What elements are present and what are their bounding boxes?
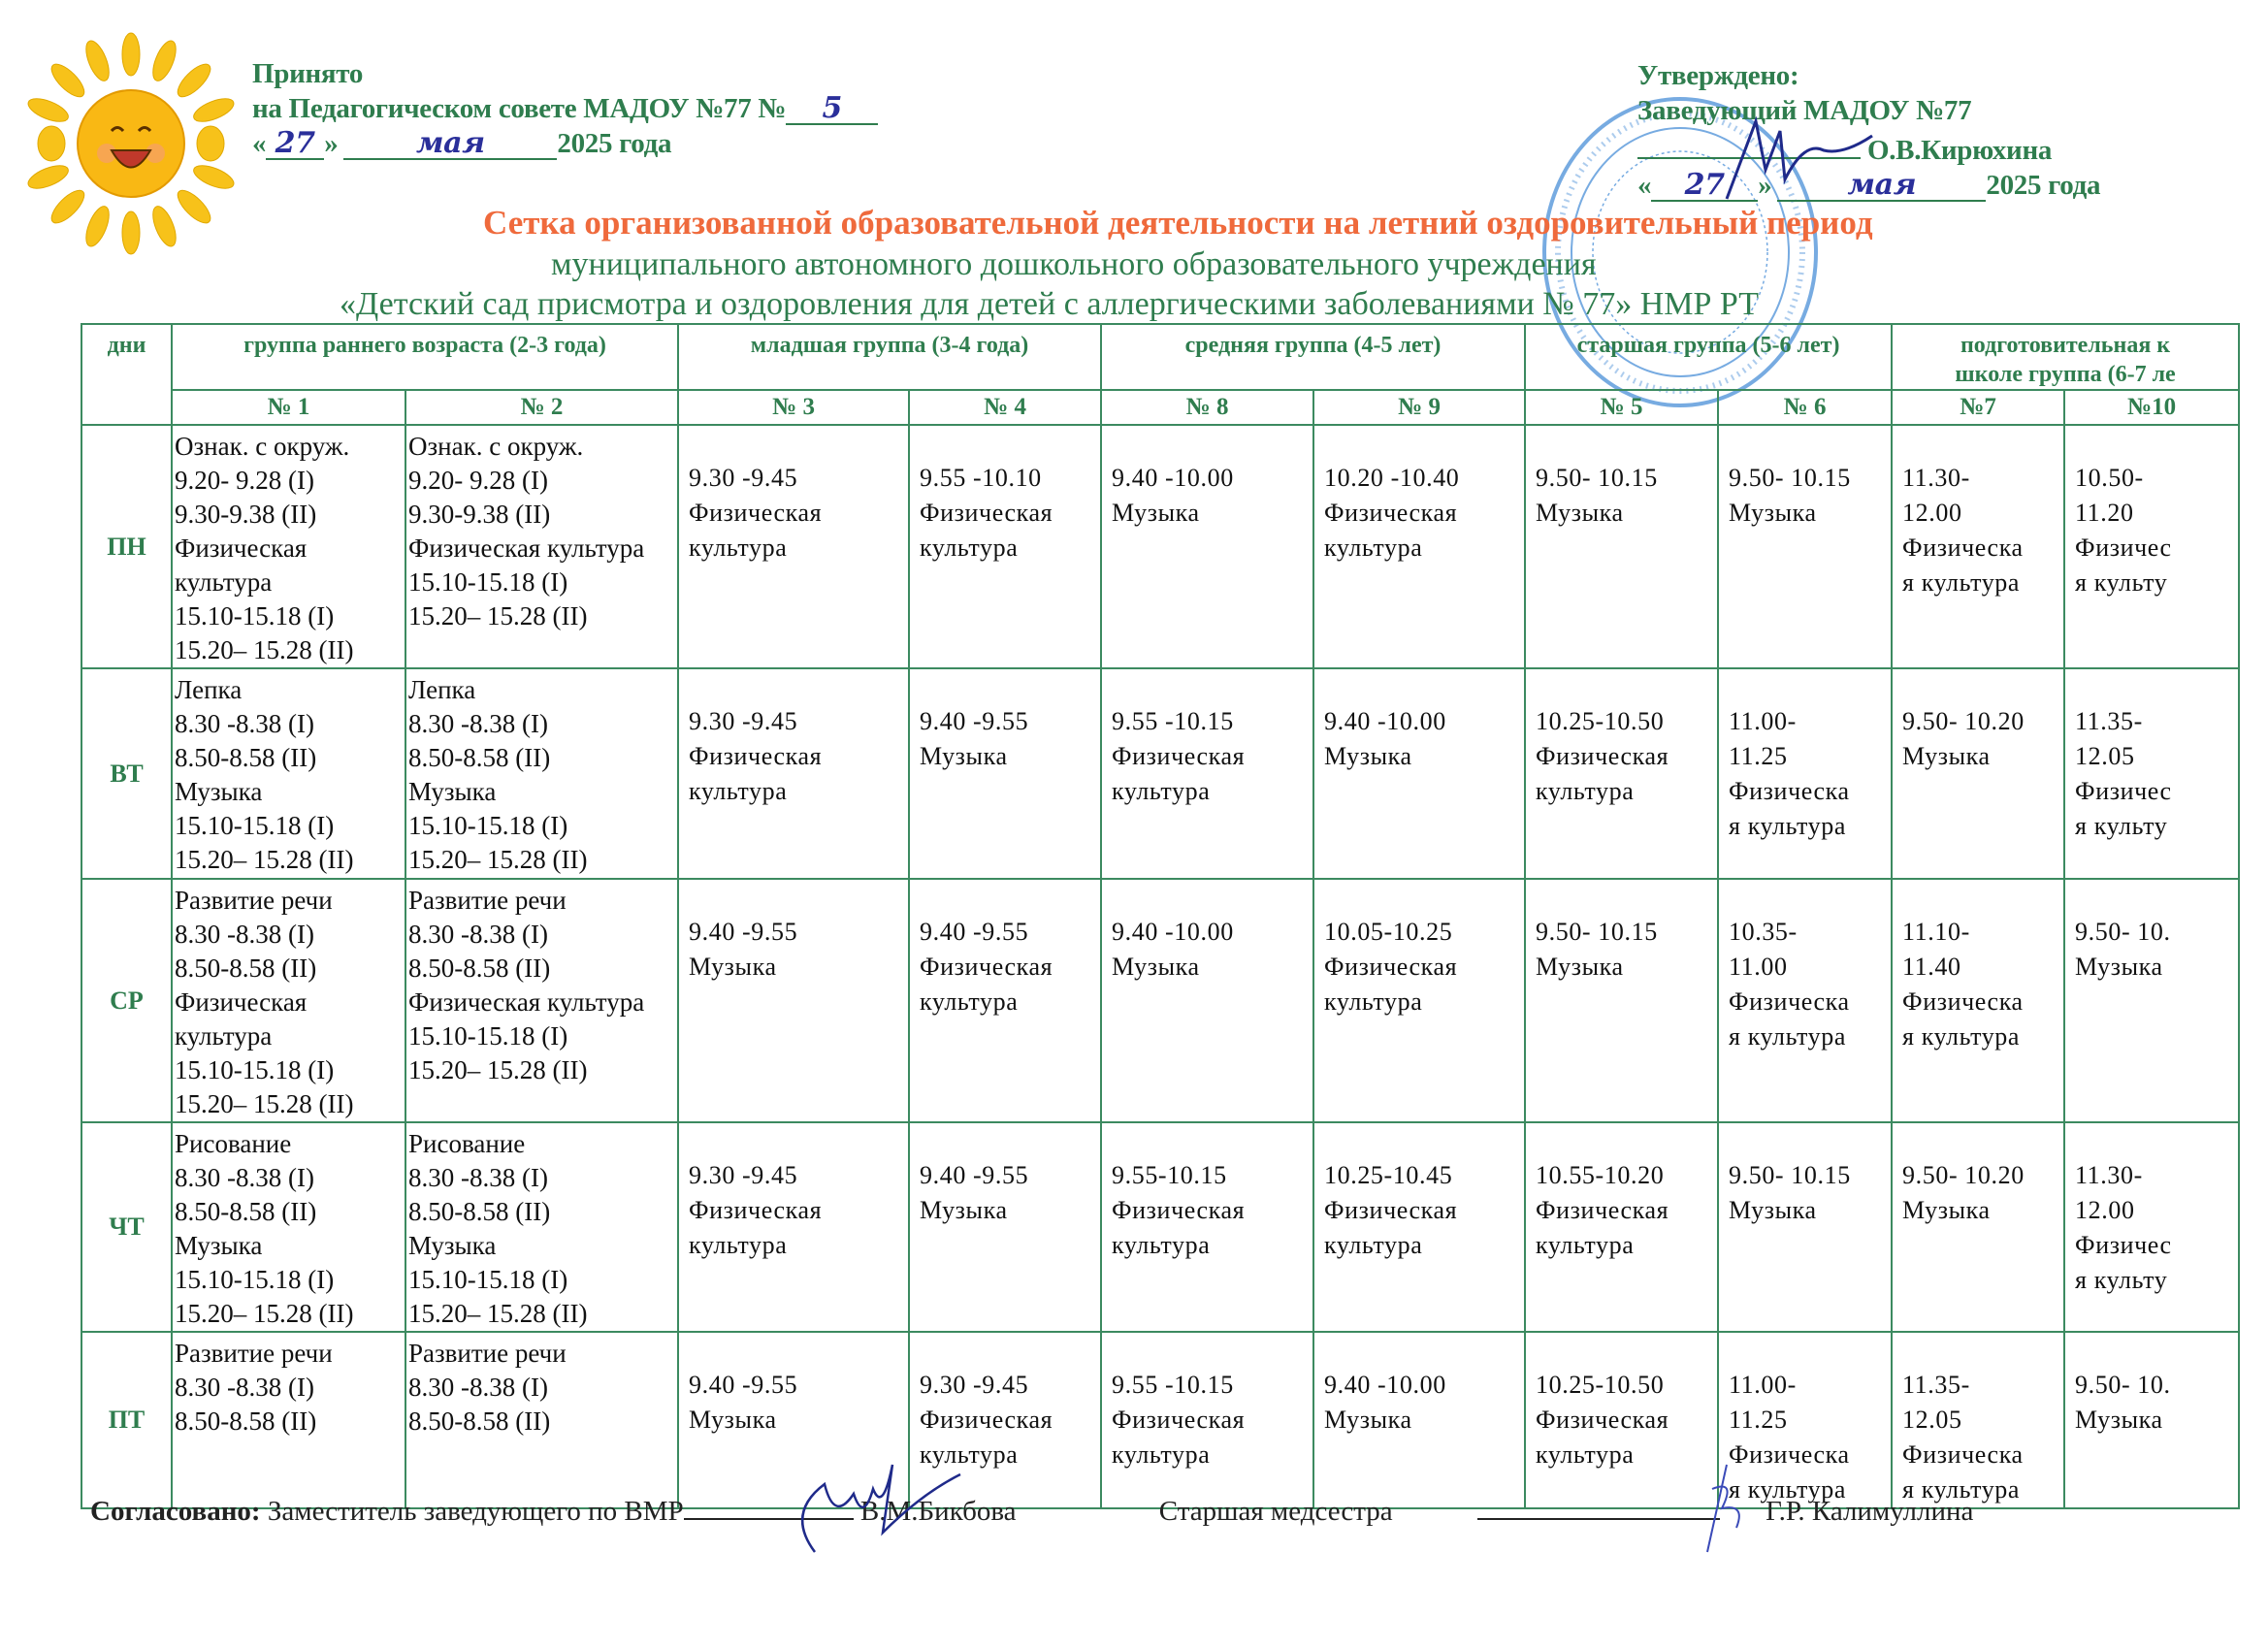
approved-month: мая — [1847, 168, 1917, 202]
accepted-day: 27 — [275, 126, 315, 160]
document-subtitle-2: «Детский сад присмотра и оздоровления для детей с аллергическими заболеваниями № 77» НМР РТ — [340, 286, 1760, 322]
group-number-header: № 2 — [405, 390, 678, 425]
group-number-row — [81, 390, 2239, 425]
schedule-cell: 9.50- 10.20 Музыка — [1892, 668, 2064, 879]
group-number-header: №10 — [2064, 390, 2239, 425]
schedule-cell: 9.40 -9.55 Музыка — [909, 668, 1101, 879]
schedule-cell: Лепка 8.30 -8.38 (I) 8.50-8.58 (II) Музыка 15.10-15.18 (I) 15.20– 15.28 (II) — [172, 668, 405, 879]
approved-day: 27 — [1684, 168, 1725, 202]
approved-year: 2025 года — [1986, 170, 2101, 201]
group-header: старшая группа (5-6 лет) — [1525, 324, 1892, 390]
quote: « — [252, 128, 267, 159]
schedule-cell: 10.25-10.50 Физическая культура — [1525, 1332, 1718, 1508]
quote: « — [1637, 170, 1652, 201]
nurse-signature — [1669, 1460, 1775, 1557]
schedule-cell: 9.55-10.15 Физическая культура — [1101, 1122, 1313, 1332]
schedule-cell: 9.40 -10.00 Музыка — [1313, 1332, 1525, 1508]
deputy-position: Заместитель заведующего по ВМР — [267, 1496, 684, 1527]
schedule-cell: Развитие речи 8.30 -8.38 (I) 8.50-8.58 (II) Физическая культура 15.10-15.18 (I) 15.20– 15.28 (II) — [405, 879, 678, 1122]
schedule-cell: 10.25-10.50 Физическая культура — [1525, 668, 1718, 879]
schedule-cell: 10.35- 11.00 Физическа я культура — [1718, 879, 1892, 1122]
schedule-cell: 9.50- 10.15 Музыка — [1525, 879, 1718, 1122]
deputy-signature — [776, 1455, 970, 1562]
schedule-cell: 9.30 -9.45 Физическая культура — [678, 1122, 909, 1332]
schedule-cell: 9.40 -10.00 Музыка — [1313, 668, 1525, 879]
schedule-cell: 10.50- 11.20 Физичес я культу — [2064, 425, 2239, 668]
schedule-cell: Рисование 8.30 -8.38 (I) 8.50-8.58 (II) Музыка 15.10-15.18 (I) 15.20– 15.28 (II) — [172, 1122, 405, 1332]
approved-label: Утверждено: — [1637, 60, 1799, 91]
table-row — [81, 1122, 2239, 1332]
schedule-cell: 9.30 -9.45 Физическая культура — [678, 425, 909, 668]
day-cell: СР — [81, 879, 172, 1122]
schedule-cell: 11.00- 11.25 Физическа я культура — [1718, 668, 1892, 879]
schedule-cell: 10.20 -10.40 Физическая культура — [1313, 425, 1525, 668]
agreed-label: Согласовано: — [90, 1496, 261, 1527]
schedule-cell: 11.30- 12.00 Физичес я культу — [2064, 1122, 2239, 1332]
day-cell: ПТ — [81, 1332, 172, 1508]
schedule-cell: 11.35- 12.05 Физическа я культура — [1892, 1332, 2064, 1508]
schedule-cell: Развитие речи 8.30 -8.38 (I) 8.50-8.58 (II) — [405, 1332, 678, 1508]
group-number-header: №7 — [1892, 390, 2064, 425]
sun-logo — [19, 29, 243, 252]
accepted-month: мая — [415, 126, 485, 160]
schedule-cell: 11.00- 11.25 Физическа я культура — [1718, 1332, 1892, 1508]
schedule-cell: 9.55 -10.15 Физическая культура — [1101, 668, 1313, 879]
group-header: группа раннего возраста (2-3 года) — [172, 324, 678, 390]
table-row — [81, 668, 2239, 879]
schedule-cell: 10.55-10.20 Физическая культура — [1525, 1122, 1718, 1332]
schedule-cell: Развитие речи 8.30 -8.38 (I) 8.50-8.58 (II) — [172, 1332, 405, 1508]
approved-name: О.В.Кирюхина — [1866, 135, 2053, 166]
schedule-cell: 9.30 -9.45 Физическая культура — [909, 1332, 1101, 1508]
group-header: средняя группа (4-5 лет) — [1101, 324, 1525, 390]
schedule-cell: 9.50- 10. Музыка — [2064, 879, 2239, 1122]
schedule-cell: Ознак. с окруж. 9.20- 9.28 (I) 9.30-9.38 (II) Физическая культура 15.10-15.18 (I) 15.20– 15.28 (II) — [172, 425, 405, 668]
schedule-cell: 9.40 -9.55 Музыка — [678, 879, 909, 1122]
quote: » — [324, 128, 339, 159]
deputy-name: В.М.Бикбова — [859, 1496, 1017, 1527]
schedule-cell: 9.50- 10.20 Музыка — [1892, 1122, 2064, 1332]
day-cell: ВТ — [81, 668, 172, 879]
schedule-cell: 10.25-10.45 Физическая культура — [1313, 1122, 1525, 1332]
schedule-cell: Ознак. с окруж. 9.20- 9.28 (I) 9.30-9.38 (II) Физическая культура 15.10-15.18 (I) 15.20– 15.28 (II) — [405, 425, 678, 668]
schedule-cell: 9.55 -10.15 Физическая культура — [1101, 1332, 1313, 1508]
accepted-council-line — [252, 91, 878, 126]
schedule-cell: 9.40 -9.55 Музыка — [678, 1332, 909, 1508]
schedule-cell: Лепка 8.30 -8.38 (I) 8.50-8.58 (II) Музыка 15.10-15.18 (I) 15.20– 15.28 (II) — [405, 668, 678, 879]
accepted-label: Принято — [252, 58, 364, 89]
schedule-cell: 10.05-10.25 Физическая культура — [1313, 879, 1525, 1122]
schedule-cell: 11.30- 12.00 Физическа я культура — [1892, 425, 2064, 668]
schedule-cell: 9.50- 10. Музыка — [2064, 1332, 2239, 1508]
group-number-header: № 8 — [1101, 390, 1313, 425]
protocol-number: 5 — [822, 91, 843, 125]
group-number-header: № 9 — [1313, 390, 1525, 425]
council-text: на Педагогическом совете МАДОУ №77 № — [252, 93, 787, 124]
schedule-cell: 9.50- 10.15 Музыка — [1718, 1122, 1892, 1332]
day-cell: ПН — [81, 425, 172, 668]
document-title: Сетка организованной образовательной деятельности на летний оздоровительный период — [483, 204, 1873, 242]
group-header: младшая группа (3-4 года) — [678, 324, 1101, 390]
approved-position: Заведующий МАДОУ №77 — [1637, 95, 1972, 126]
schedule-cell: 9.40 -9.55 Музыка — [909, 1122, 1101, 1332]
schedule-cell: Развитие речи 8.30 -8.38 (I) 8.50-8.58 (II) Физическая культура 15.10-15.18 (I) 15.20– 15.28 (II) — [172, 879, 405, 1122]
accepted-date-line — [252, 126, 878, 161]
schedule-cell: 9.40 -9.55 Физическая культура — [909, 879, 1101, 1122]
group-number-header: № 4 — [909, 390, 1101, 425]
group-header-row — [81, 324, 2239, 390]
director-signature — [1688, 112, 1882, 209]
table-row — [81, 1332, 2239, 1508]
schedule-cell: 9.50- 10.15 Музыка — [1718, 425, 1892, 668]
schedule-cell: 9.50- 10.15 Музыка — [1525, 425, 1718, 668]
group-number-header: № 1 — [172, 390, 405, 425]
day-cell: ЧТ — [81, 1122, 172, 1332]
schedule-table-container — [81, 323, 2183, 1504]
schedule-cell: 9.40 -10.00 Музыка — [1101, 425, 1313, 668]
schedule-cell: 9.40 -10.00 Музыка — [1101, 879, 1313, 1122]
accepted-year: 2025 года — [557, 128, 672, 159]
nurse-name: Г.Р. Калимуллина — [1766, 1496, 1974, 1527]
table-row — [81, 879, 2239, 1122]
table-row — [81, 425, 2239, 668]
nurse-position: Старшая медсестра — [1158, 1496, 1393, 1527]
schedule-cell: 11.10- 11.40 Физическа я культура — [1892, 879, 2064, 1122]
group-number-header: № 3 — [678, 390, 909, 425]
schedule-cell: 9.55 -10.10 Физическая культура — [909, 425, 1101, 668]
group-header: подготовительная к школе группа (6-7 ле — [1892, 324, 2239, 390]
schedule-table — [81, 323, 2240, 1509]
accepted-block — [252, 56, 878, 161]
schedule-cell: Рисование 8.30 -8.38 (I) 8.50-8.58 (II) Музыка 15.10-15.18 (I) 15.20– 15.28 (II) — [405, 1122, 678, 1332]
days-column-header: дни — [81, 324, 172, 425]
document-subtitle-1: муниципального автономного дошкольного образовательного учреждения — [551, 246, 1597, 282]
group-number-header: № 5 — [1525, 390, 1718, 425]
schedule-cell: 9.30 -9.45 Физическая культура — [678, 668, 909, 879]
quote: » — [1758, 170, 1772, 201]
schedule-cell: 11.35- 12.05 Физичес я культу — [2064, 668, 2239, 879]
group-number-header: № 6 — [1718, 390, 1892, 425]
